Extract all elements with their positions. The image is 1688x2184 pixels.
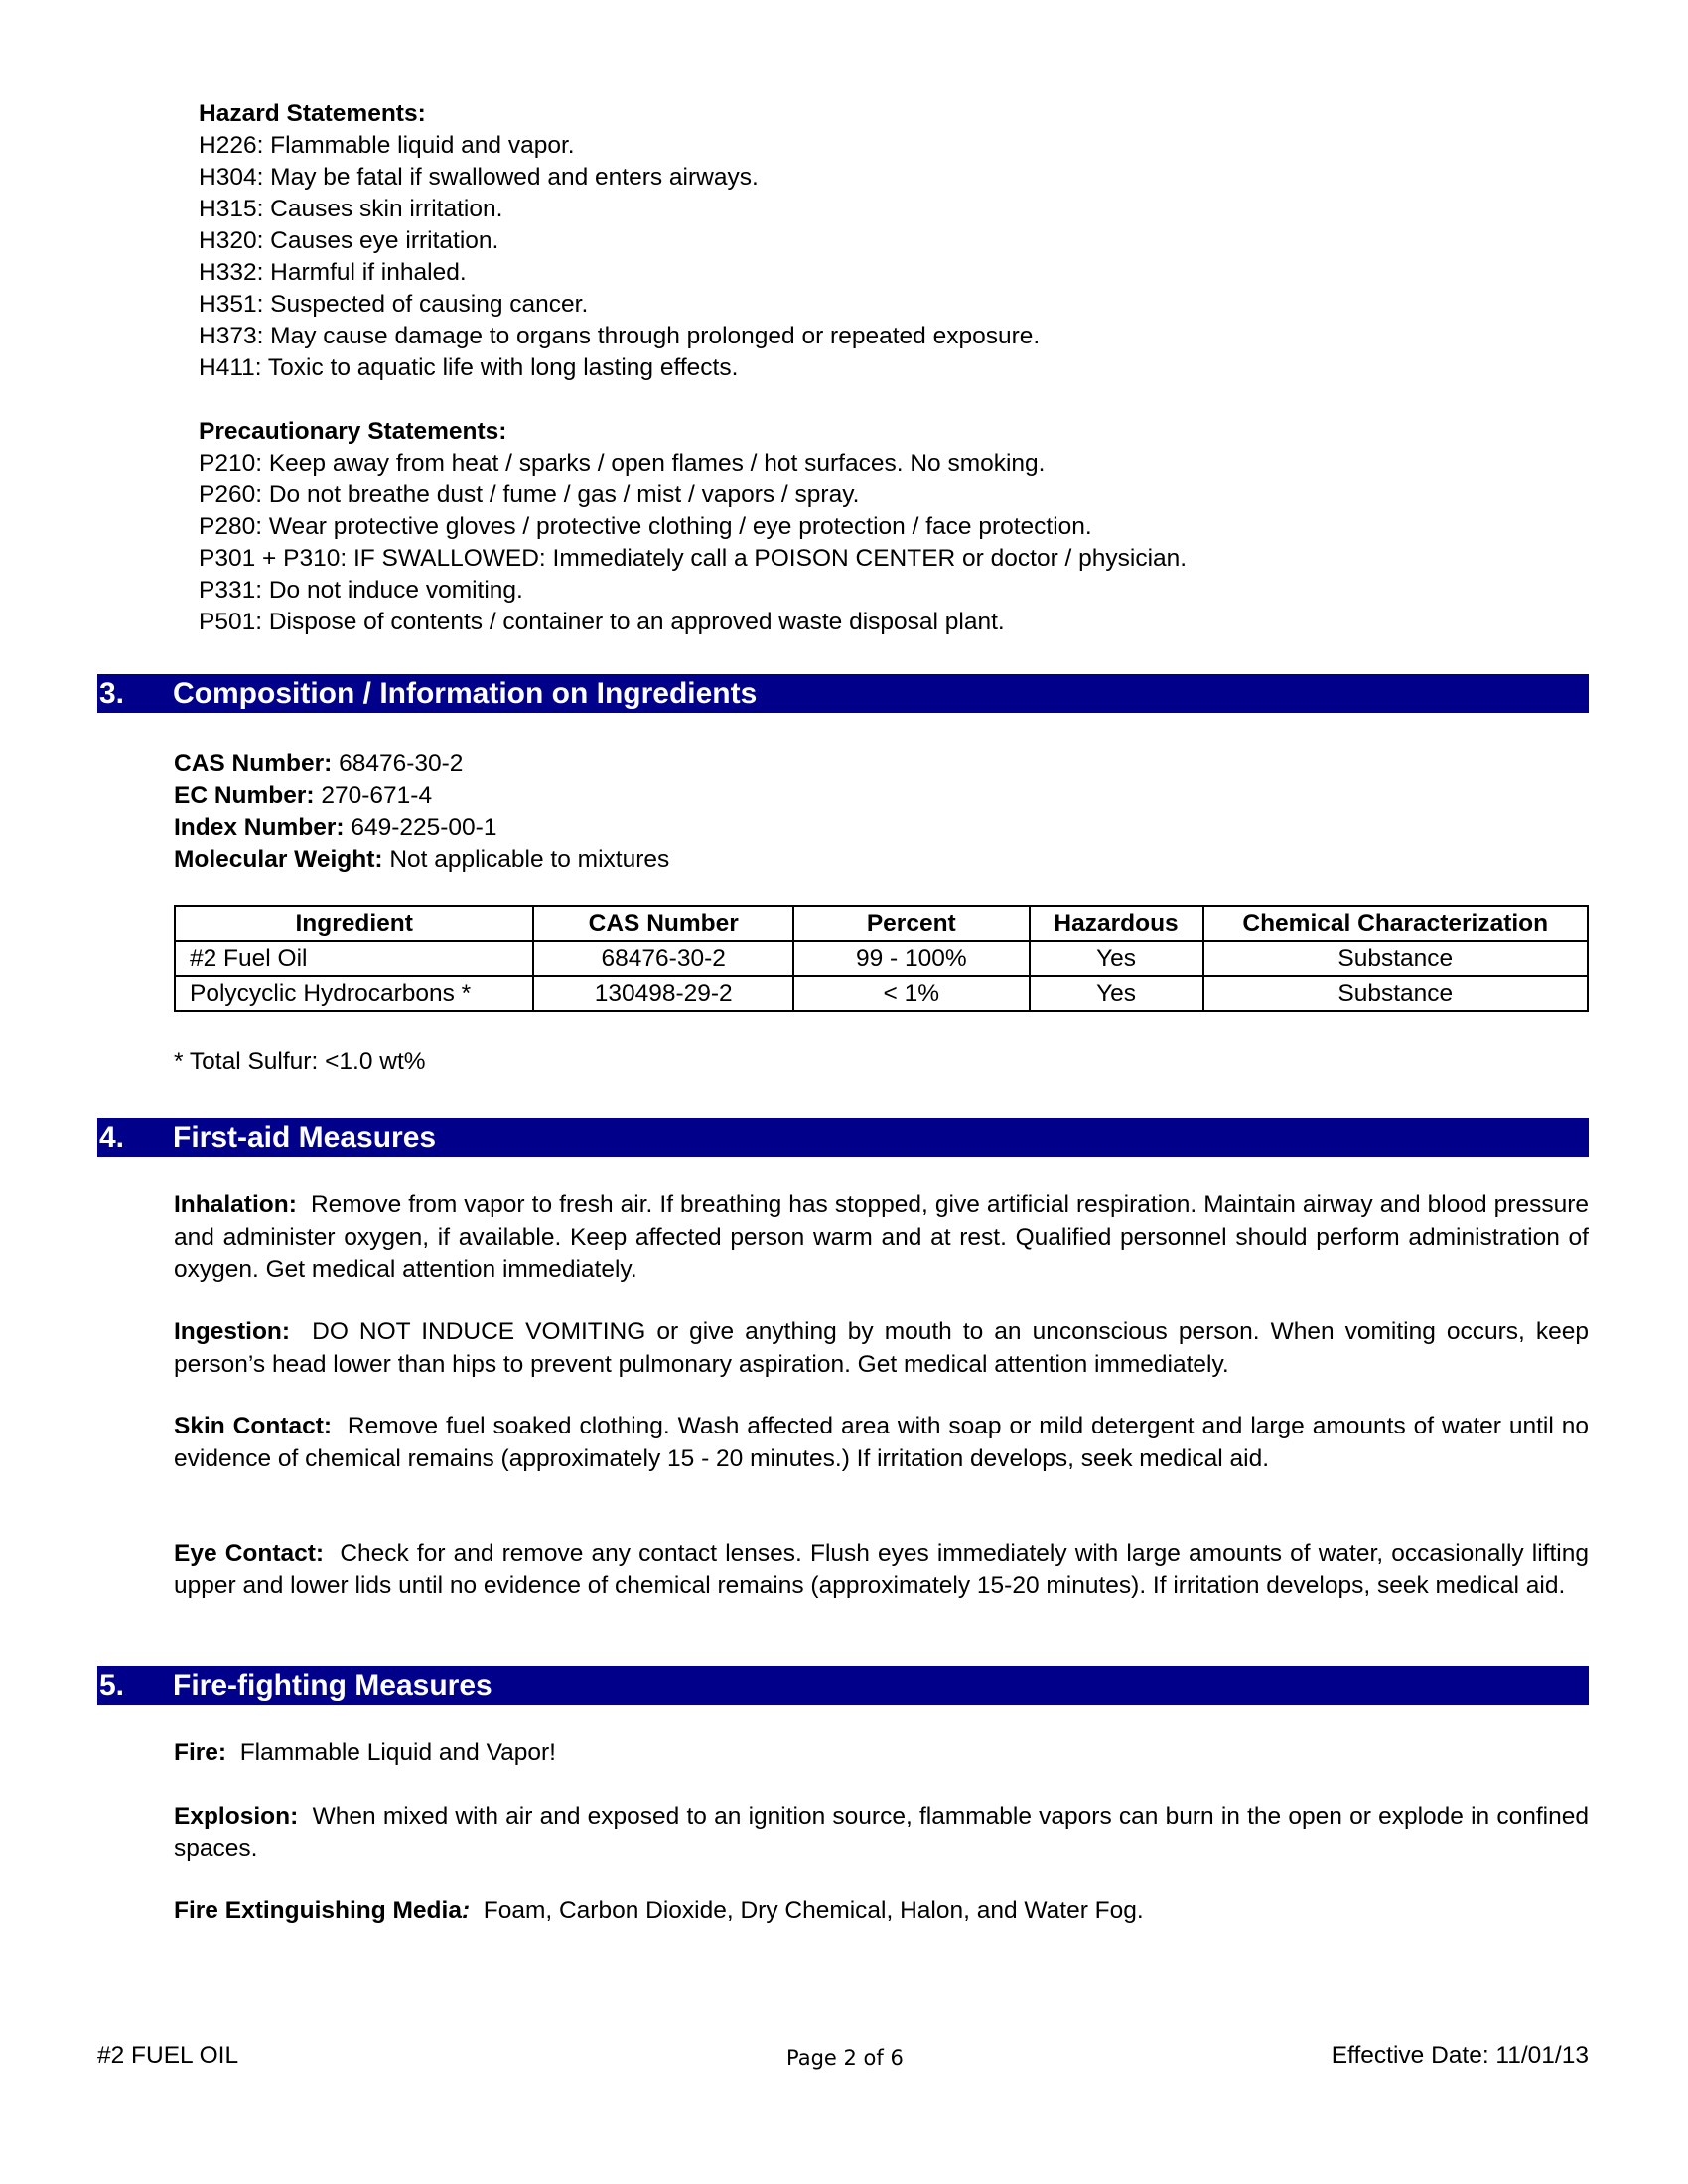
hazard-statement: H332: Harmful if inhaled. [199,259,467,286]
section-title: First-aid Measures [173,1121,437,1154]
eye-contact-paragraph [174,1538,1589,1602]
extinguishing-media-colon: : [461,1897,471,1924]
precautionary-statement: P210: Keep away from heat / sparks / open flames / hot surfaces. No smoking. [199,450,1046,477]
inhalation-text: Remove from vapor to fresh air. If breathing has stopped, give artificial respiration. Maintain airway and blood pressure and administer oxygen, if available. Keep affected person warm and at rest. Qualified personnel should perform administration of oxygen. Get medical attention immediately. [174,1191,1589,1283]
column-header: Percent [793,906,1030,941]
section-3-header [97,674,1589,713]
cas-number-label: CAS Number: [174,751,333,777]
table-cell: Substance [1203,941,1589,976]
table-cell: < 1% [793,976,1030,1011]
ec-number-value: 270-671-4 [321,782,433,809]
ingredients-table [174,905,1589,1012]
table-cell: 130498-29-2 [533,976,793,1011]
section-title: Composition / Information on Ingredients [173,677,758,710]
molecular-weight-row [174,844,669,876]
index-number-row [174,812,496,844]
table-cell: #2 Fuel Oil [175,941,533,976]
table-row [175,976,1588,1011]
column-header: Hazardous [1030,906,1203,941]
explosion-text: When mixed with air and exposed to an ignition source, flammable vapors can burn in the open or explode in confined spaces. [174,1803,1589,1862]
ec-number-row [174,780,432,812]
explosion-paragraph [174,1801,1589,1865]
table-row [175,941,1588,976]
table-cell: Yes [1030,941,1203,976]
eye-contact-label: Eye Contact: [174,1540,325,1567]
explosion-label: Explosion: [174,1803,299,1830]
section-4-header [97,1118,1589,1157]
hazard-statement: H226: Flammable liquid and vapor. [199,132,575,159]
extinguishing-media-label: Fire Extinguishing Media [174,1897,462,1924]
total-sulfur-note: * Total Sulfur: <1.0 wt% [174,1048,426,1075]
hazard-statement: H411: Toxic to aquatic life with long lasting effects. [199,354,739,381]
table-cell: Polycyclic Hydrocarbons * [175,976,533,1011]
skin-contact-text: Remove fuel soaked clothing. Wash affected area with soap or mild detergent and large amounts of water until no evidence of chemical remains (approximately 15 - 20 minutes.) If irritation develops, seek medical aid. [174,1413,1589,1472]
precautionary-statement: P301 + P310: IF SWALLOWED: Immediately call a POISON CENTER or doctor / physician. [199,545,1188,572]
footer-product-name: #2 FUEL OIL [97,2042,239,2069]
table-cell: 68476-30-2 [533,941,793,976]
inhalation-paragraph [174,1189,1589,1287]
section-number: 3. [99,677,125,710]
extinguishing-media-text: Foam, Carbon Dioxide, Dry Chemical, Halon, and Water Fog. [483,1897,1144,1924]
column-header: Ingredient [175,906,533,941]
table-header-row [175,906,1588,941]
precautionary-statement: P331: Do not induce vomiting. [199,577,523,604]
precautionary-statement: P260: Do not breathe dust / fume / gas / mist / vapors / spray. [199,481,860,508]
column-header: CAS Number [533,906,793,941]
column-header: Chemical Characterization [1203,906,1589,941]
footer-page-number: Page 2 of 6 [786,2046,904,2070]
precautionary-statements-heading: Precautionary Statements: [199,418,507,445]
fire-paragraph [174,1737,1589,1770]
section-number: 4. [99,1121,125,1154]
ingestion-text: DO NOT INDUCE VOMITING or give anything by mouth to an unconscious person. When vomiting occurs, keep person’s head lower than hips to prevent pulmonary aspiration. Get medical attention immediately. [174,1318,1589,1378]
hazard-statement: H315: Causes skin irritation. [199,196,503,222]
skin-contact-label: Skin Contact: [174,1413,333,1439]
table-cell: Substance [1203,976,1589,1011]
footer-effective-date: Effective Date: 11/01/13 [1331,2042,1589,2069]
cas-number-value: 68476-30-2 [339,751,464,777]
molecular-weight-label: Molecular Weight: [174,846,383,873]
skin-contact-paragraph [174,1411,1589,1475]
molecular-weight-value: Not applicable to mixtures [389,846,670,873]
cas-number-row [174,749,463,780]
eye-contact-text: Check for and remove any contact lenses. Flush eyes immediately with large amounts of water, occasionally lifting upper and lower lids until no evidence of chemical remains (approximately 15-20 minutes). If irritation develops, seek medical aid. [174,1540,1589,1599]
section-number: 5. [99,1669,125,1702]
hazard-statement: H351: Suspected of causing cancer. [199,291,589,318]
ingestion-paragraph [174,1316,1589,1381]
hazard-statements-heading: Hazard Statements: [199,100,426,127]
ingestion-label: Ingestion: [174,1318,291,1345]
section-title: Fire-fighting Measures [173,1669,492,1702]
ec-number-label: EC Number: [174,782,315,809]
index-number-label: Index Number: [174,814,345,841]
hazard-statement: H304: May be fatal if swallowed and enters airways. [199,164,759,191]
fire-label: Fire: [174,1739,227,1766]
hazard-statement: H373: May cause damage to organs through prolonged or repeated exposure. [199,323,1041,349]
extinguishing-media-paragraph [174,1895,1589,1928]
table-cell: 99 - 100% [793,941,1030,976]
fire-text: Flammable Liquid and Vapor! [239,1739,556,1766]
hazard-statement: H320: Causes eye irritation. [199,227,499,254]
section-5-header [97,1666,1589,1705]
table-cell: Yes [1030,976,1203,1011]
index-number-value: 649-225-00-1 [351,814,497,841]
precautionary-statement: P501: Dispose of contents / container to an approved waste disposal plant. [199,609,1005,635]
precautionary-statement: P280: Wear protective gloves / protective clothing / eye protection / face protection. [199,513,1092,540]
inhalation-label: Inhalation: [174,1191,297,1218]
